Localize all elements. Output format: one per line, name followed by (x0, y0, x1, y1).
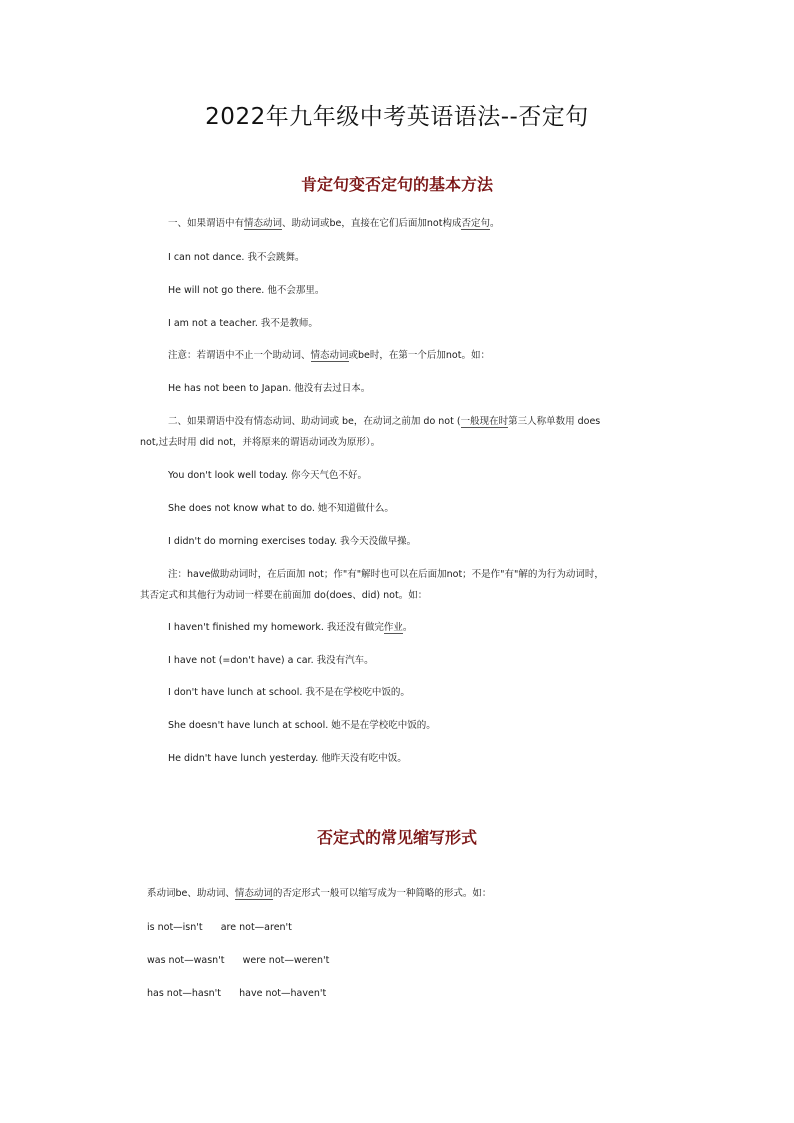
note-2-line-2: 其否定式和其他行为动词一样要在前面加 do(does、did) not。如： (140, 590, 428, 601)
rule-2-pre: 二、如果谓语中没有情态动词、助动词或 be，在动词之前加 do not ( (168, 416, 461, 427)
page-title: 2022年九年级中考英语语法--否定句 (205, 104, 589, 130)
rule-1-link-modal-verb: 情态动词 (244, 218, 283, 229)
rule-2-link-present-tense: 一般现在时 (460, 416, 509, 427)
rule-1-post: 。 (489, 218, 500, 229)
note-1-post: 或be时，在第一个后加not。如： (348, 350, 490, 361)
example-4: He has not been to Japan. 他没有去过日本。 (168, 383, 371, 394)
contraction-intro-link-modal-verb: 情态动词 (234, 888, 273, 899)
section-heading-contractions: 否定式的常见缩写形式 (316, 828, 477, 847)
contraction-row-3: has not—hasn't have not—haven't (147, 988, 327, 999)
contraction-intro-post: 的否定形式一般可以缩写成为一种简略的形式。如： (272, 888, 492, 899)
note-1 (168, 350, 490, 362)
note-1-link-modal-verb: 情态动词 (310, 350, 349, 361)
note-2-line-1: 注：have做助动词时，在后面加 not；作"有"解时也可以在后面加not；不是作"有"解的为行为动词时， (168, 569, 604, 580)
example-7: I didn't do morning exercises today. 我今天没做早操。 (168, 536, 417, 547)
contraction-intro (147, 888, 491, 900)
rule-1-pre: 一、如果谓语中有 (168, 218, 245, 229)
contraction-row-1: is not—isn't are not—aren't (147, 922, 292, 933)
example-8 (168, 622, 412, 634)
example-12: He didn't have lunch yesterday. 他昨天没有吃中饭。 (168, 753, 407, 764)
example-8-link-homework: 作业 (383, 622, 403, 633)
example-2: He will not go there. 他不会那里。 (168, 285, 325, 296)
note-1-pre: 注意：若谓语中不止一个助动词、 (168, 350, 311, 361)
contraction-intro-pre: 系动词be、助动词、 (147, 888, 235, 899)
section-heading-basic-method: 肯定句变否定句的基本方法 (300, 175, 493, 194)
example-3: I am not a teacher. 我不是教师。 (168, 318, 318, 329)
example-1: I can not dance. 我不会跳舞。 (168, 252, 305, 263)
example-8-post: 。 (402, 622, 413, 633)
rule-1 (168, 218, 500, 230)
rule-2-post: 第三人称单数用 does (508, 416, 601, 427)
example-8-pre: I haven't finished my homework. 我还没有做完 (168, 622, 384, 633)
contraction-row-2: was not—wasn't were not—weren't (147, 955, 330, 966)
rule-1-mid: 、助动词或be，直接在它们后面加not构成 (282, 218, 462, 229)
example-5: You don't look well today. 你今天气色不好。 (168, 470, 368, 481)
example-11: She doesn't have lunch at school. 她不是在学校吃中饭的。 (168, 720, 436, 731)
example-10: I don't have lunch at school. 我不是在学校吃中饭的。 (168, 687, 410, 698)
example-9: I have not (=don't have) a car. 我没有汽车。 (168, 655, 374, 666)
rule-2-line-1 (168, 416, 600, 428)
rule-2-line-2: not,过去时用 did not，并将原来的谓语动词改为原形）。 (140, 437, 381, 448)
rule-1-link-negative: 否定句 (461, 218, 490, 229)
example-6: She does not know what to do. 她不知道做什么。 (168, 503, 394, 514)
